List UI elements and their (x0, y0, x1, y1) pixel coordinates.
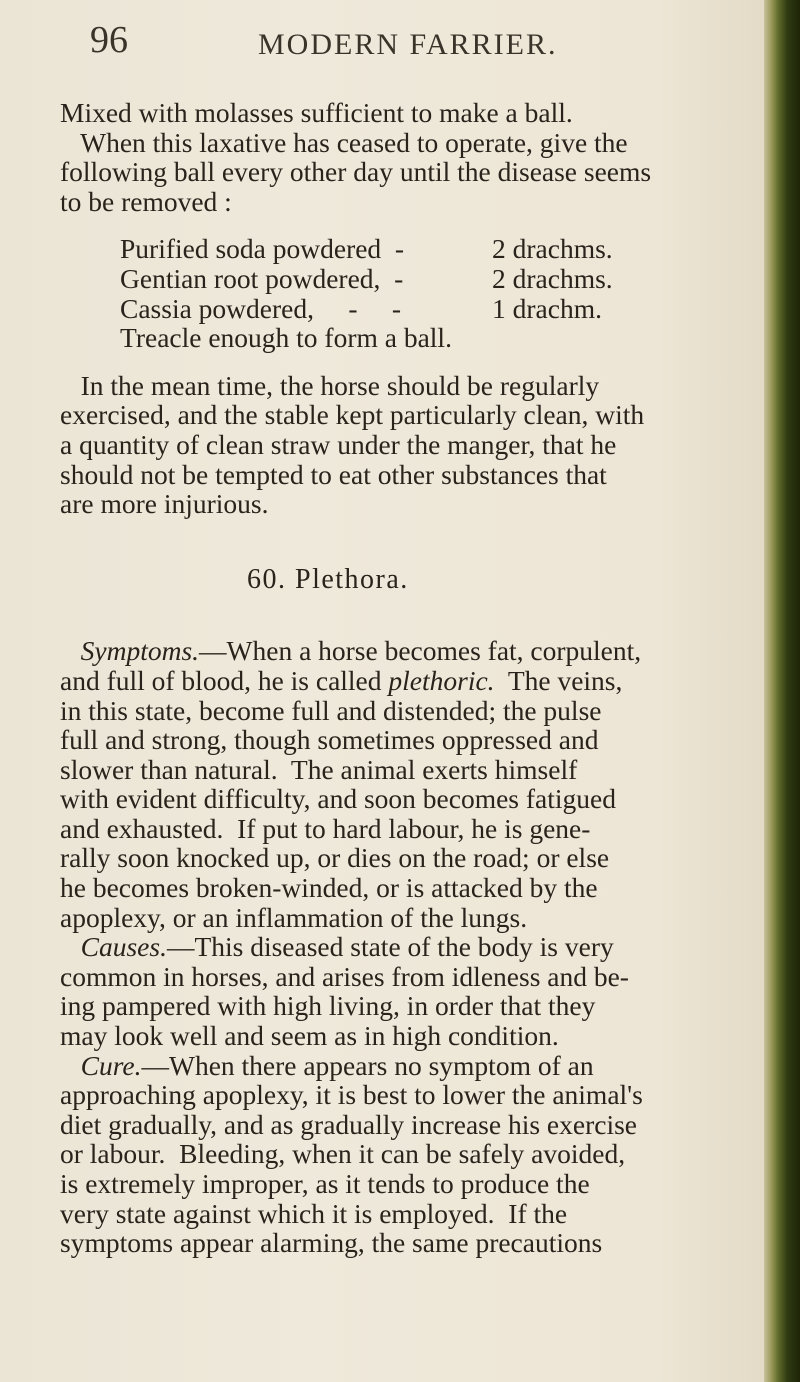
recipe-row (120, 234, 725, 264)
text-line: approaching apoplexy, it is best to lower the animal's (60, 1079, 643, 1111)
text-line (60, 932, 725, 962)
text-line: When this laxative has ceased to operate, give the (60, 126, 628, 158)
running-head: MODERN FARRIER. (258, 28, 558, 61)
text-line: exercised, and the stable kept particularly clean, with (60, 399, 645, 431)
text-line: should not be tempted to eat other substances that (60, 458, 607, 490)
cure-text: —When there appears no symptom of an (141, 1049, 594, 1081)
text-line: with evident difficulty, and soon becomes fatigued (60, 783, 616, 815)
recipe-ingredient: Cassia powdered, - - (120, 292, 402, 324)
text-line: in this state, become full and distended; the pulse (60, 694, 602, 726)
text-line: apoplexy, or an inflammation of the lungs. (60, 901, 528, 933)
recipe-quantity: 1 drachm. (492, 292, 602, 324)
text-line: common in horses, and arises from idleness and be- (60, 960, 629, 992)
page-header (0, 18, 770, 78)
recipe-quantity: 2 drachms. (492, 233, 613, 265)
symptoms-paragraph (60, 636, 725, 1257)
text-line (60, 636, 725, 666)
text-line: to be removed : (60, 185, 232, 217)
recipe-row (120, 264, 725, 294)
intro-paragraph (60, 98, 725, 216)
text-line: Mixed with molasses sufficient to make a ball. (60, 97, 573, 128)
recipe-ingredient: Gentian root powdered, - (120, 262, 404, 294)
body-text (60, 98, 725, 1258)
recipe-row (120, 323, 725, 353)
text-line: or labour. Bleeding, when it can be safely avoided, (60, 1138, 626, 1170)
recipe-ingredient: Purified soda powdered - (120, 233, 405, 265)
text-line (60, 1051, 725, 1081)
recipe-row (120, 294, 725, 324)
symptoms-text: The veins, (494, 664, 623, 696)
text-line: ing pampered with high living, in order that they (60, 990, 596, 1022)
text-line: may look well and seem as in high condition. (60, 1020, 559, 1052)
recipe-closing: Treacle enough to form a ball. (120, 322, 452, 354)
cure-label: Cure. (80, 1049, 142, 1081)
text-line: following ball every other day until the disease seems (60, 156, 652, 188)
text-line: and exhausted. If put to hard labour, he is gene- (60, 812, 591, 844)
text-line: are more injurious. (60, 488, 269, 520)
text-line: very state against which it is employed. If the (60, 1197, 568, 1229)
text-line: In the mean time, the horse should be regularly (60, 369, 600, 401)
text-line: he becomes broken-winded, or is attacked by the (60, 872, 598, 904)
page-number: 96 (90, 19, 128, 61)
causes-text: —This diseased state of the body is very (166, 931, 614, 963)
plethoric-term: plethoric. (388, 664, 495, 696)
section-title: 60. Plethora. (247, 563, 409, 595)
text-line: diet gradually, and as gradually increase his exercise (60, 1108, 638, 1140)
text-line: rally soon knocked up, or dies on the road; or else (60, 842, 610, 874)
recipe-quantity: 2 drachms. (492, 262, 613, 294)
text-line: slower than natural. The animal exerts himself (60, 753, 578, 785)
text-line: is extremely improper, as it tends to produce the (60, 1168, 590, 1199)
causes-label: Causes. (80, 931, 167, 963)
text-line: a quantity of clean straw under the manger, that he (60, 428, 617, 460)
symptoms-text: —When a horse becomes fat, corpulent, (199, 635, 642, 667)
text-line: full and strong, though sometimes oppressed and (60, 724, 599, 756)
recipe-list (120, 234, 725, 352)
symptoms-text: and full of blood, he is called (60, 664, 389, 696)
symptoms-label: Symptoms. (80, 635, 200, 667)
text-line: symptoms appear alarming, the same precautions (60, 1227, 603, 1259)
text-line (60, 666, 725, 696)
book-binding-edge (764, 0, 800, 1382)
care-paragraph (60, 371, 725, 519)
